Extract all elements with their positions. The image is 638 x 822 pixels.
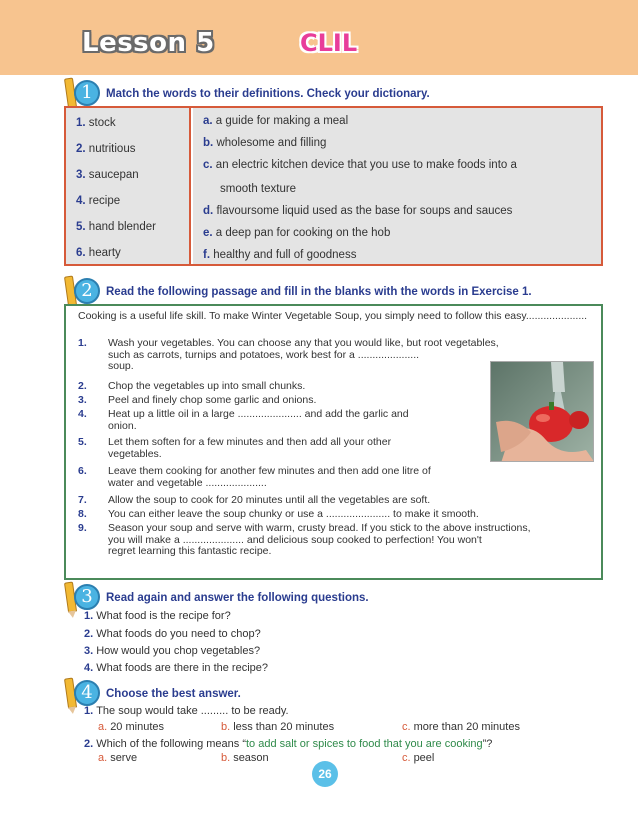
- exercise-instruction: Choose the best answer.: [106, 688, 241, 700]
- page-number: 26: [312, 761, 338, 787]
- definition-item: f. healthy and full of goodness: [203, 249, 357, 261]
- reading-passage-box: [64, 304, 603, 580]
- exercise-number: 3: [74, 584, 100, 610]
- matching-table: [64, 106, 603, 266]
- mcq-question: 1. The soup would take ......... to be ready.: [84, 705, 289, 717]
- recipe-step: 6. Leave them cooking for another few minutes and then add one litre of water and vegetable .....................: [78, 465, 431, 489]
- word-item: 6. hearty: [76, 247, 121, 259]
- definition-continuation: smooth texture: [220, 183, 297, 195]
- clil-tag: CLIL: [300, 29, 358, 57]
- definition-column: [193, 108, 601, 264]
- question-item: 1. What food is the recipe for?: [84, 610, 231, 622]
- recipe-step: 8. You can either leave the soup chunky or use a ...................... to make it smooth.: [78, 508, 479, 520]
- definition-item: d. flavoursome liquid used as the base for soups and sauces: [203, 205, 513, 217]
- definition-item: b. wholesome and filling: [203, 137, 327, 149]
- definition-item: c. an electric kitchen device that you use to make foods into a: [203, 159, 517, 171]
- exercise-instruction: Match the words to their definitions. Check your dictionary.: [106, 88, 430, 100]
- question-item: 4. What foods are there in the recipe?: [84, 662, 269, 674]
- word-column: [66, 108, 191, 264]
- passage-intro: Cooking is a useful life skill. To make Winter Vegetable Soup, you simply need to follow this easy.....................: [78, 310, 588, 322]
- answer-option[interactable]: b. season: [221, 752, 269, 764]
- word-item: 2. nutritious: [76, 143, 136, 155]
- word-item: 5. hand blender: [76, 221, 156, 233]
- definition-item: a. a guide for making a meal: [203, 115, 349, 127]
- recipe-step: 3. Peel and finely chop some garlic and onions.: [78, 394, 317, 406]
- answer-option[interactable]: c. more than 20 minutes: [402, 721, 520, 733]
- answer-option[interactable]: c. peel: [402, 752, 435, 764]
- washing-peppers-photo: [490, 361, 594, 462]
- exercise-instruction: Read again and answer the following questions.: [106, 592, 369, 604]
- exercise-instruction: Read the following passage and fill in the blanks with the words in Exercise 1.: [106, 286, 532, 298]
- question-item: 2. What foods do you need to chop?: [84, 628, 261, 640]
- word-item: 1. stock: [76, 117, 116, 129]
- lesson-title: Lesson 5: [82, 28, 215, 58]
- answer-option[interactable]: a. serve: [98, 752, 138, 764]
- mcq-question: 2. Which of the following means “to add salt or spices to food that you are cooking”?: [84, 738, 493, 750]
- answer-option[interactable]: a. 20 minutes: [98, 721, 164, 733]
- question-item: 3. How would you chop vegetables?: [84, 645, 261, 657]
- exercise-number: 2: [74, 278, 100, 304]
- word-item: 4. recipe: [76, 195, 121, 207]
- definition-item: e. a deep pan for cooking on the hob: [203, 227, 391, 239]
- recipe-step: 1. Wash your vegetables. You can choose any that you would like, but root vegetables, such as carrots, turnips and potatoes, work best for a ..................... soup.: [78, 337, 499, 372]
- recipe-step: 7. Allow the soup to cook for 20 minutes until all the vegetables are soft.: [78, 494, 431, 506]
- recipe-step: 4. Heat up a little oil in a large ...................... and add the garlic and onion.: [78, 408, 409, 432]
- recipe-step: 2. Chop the vegetables up into small chunks.: [78, 380, 306, 392]
- recipe-step: 9. Season your soup and serve with warm, crusty bread. If you stick to the above instructions, you will make a ..................... and delicious soup cooked to perfection! You won't regret learning this fantastic recipe.: [78, 522, 531, 557]
- word-item: 3. saucepan: [76, 169, 139, 181]
- exercise-number: 1: [74, 80, 100, 106]
- exercise-number: 4: [74, 680, 100, 706]
- recipe-step: 5. Let them soften for a few minutes and then add all your other vegetables.: [78, 436, 392, 460]
- answer-option[interactable]: b. less than 20 minutes: [221, 721, 335, 733]
